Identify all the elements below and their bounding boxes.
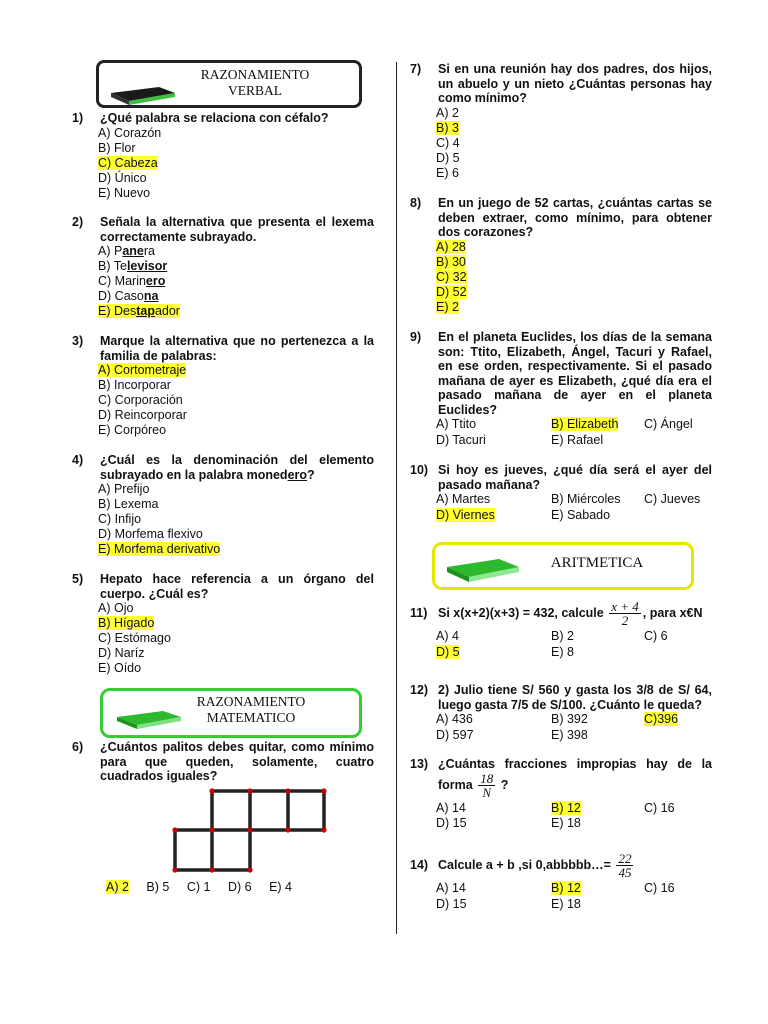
options-grid (410, 492, 712, 523)
option-answer: A) Cortometraje (98, 363, 187, 377)
question-5 (72, 572, 374, 676)
option[interactable]: A) Martes (436, 492, 491, 506)
book-icon (107, 81, 177, 107)
banner-razonamiento-matematico (100, 688, 362, 738)
option[interactable]: A) Panera (98, 244, 155, 258)
book-icon (443, 553, 523, 587)
option[interactable]: C) Ángel (644, 417, 693, 431)
option[interactable]: D) Morfema flexivo (98, 527, 203, 541)
question-number: 2) (72, 215, 84, 229)
option[interactable]: C) 1 (186, 880, 211, 894)
question-text: Hepato hace referencia a un órgano del cuerpo. ¿Cuál es? (100, 572, 374, 601)
option[interactable]: E) 18 (551, 816, 581, 830)
option[interactable]: A) Ttito (436, 417, 477, 431)
options-grid (410, 712, 712, 743)
banner-title: RAZONAMIENTO MATEMATICO (196, 694, 306, 725)
options-grid (410, 629, 712, 660)
option[interactable]: E) 8 (551, 644, 574, 659)
banner-title: ARITMETICA (550, 555, 644, 571)
question-13 (410, 757, 712, 832)
option[interactable]: A) 14 (436, 881, 466, 895)
option[interactable]: B) Miércoles (551, 492, 621, 506)
option[interactable]: B) Incorporar (98, 378, 171, 392)
options-grid (410, 417, 712, 448)
option[interactable]: E) 18 (551, 896, 581, 911)
option[interactable]: D) Reincorporar (98, 408, 187, 422)
question-text: ¿Cuántos palitos debes quitar, como mínimo para que queden, solamente, cuatro cuadrados iguales? (100, 740, 374, 783)
matchstick-figure (172, 788, 332, 878)
option[interactable]: D) 5 (436, 150, 460, 165)
option[interactable]: A) Prefijo (98, 482, 150, 496)
question-8 (410, 196, 712, 315)
option: B) 30 (436, 254, 466, 269)
options-grid (410, 801, 712, 832)
option[interactable]: E) Corpóreo (98, 423, 167, 437)
option: A) 28 (436, 239, 466, 254)
question-6-options (106, 880, 306, 895)
question-text: 2) Julio tiene S/ 560 y gasta los 3/8 de S/ 64, luego gasta 7/5 de S/100. ¿Cuánto le queda? (438, 683, 712, 712)
question-1 (72, 111, 374, 201)
option[interactable]: B) Flor (98, 140, 136, 155)
option[interactable]: E) Oído (98, 661, 142, 675)
option[interactable]: D) Tacuri (436, 432, 486, 447)
option[interactable]: B) Lexema (98, 497, 159, 511)
question-7 (410, 62, 712, 181)
option[interactable]: B) 5 (146, 880, 170, 894)
question-number: 13) (410, 757, 429, 771)
question-text: ¿Cuántas fracciones impropias hay de la forma $\frac{18}{N}$ ? (438, 757, 712, 800)
question-number: 11) (410, 606, 428, 621)
question-text: En un juego de 52 cartas, ¿cuántas cartas se deben extraer, como mínimo, para obtener dos corazones? (438, 196, 712, 239)
question-number: 4) (72, 453, 84, 467)
option[interactable]: C) 16 (644, 881, 675, 895)
option[interactable]: E) Nuevo (98, 185, 151, 200)
question-4 (72, 453, 374, 557)
option-answer: D) Viernes (436, 507, 495, 522)
option[interactable]: A) 4 (436, 629, 459, 643)
option[interactable]: C) Marinero (98, 274, 166, 288)
option[interactable]: C) Corporación (98, 393, 183, 407)
option[interactable]: D) Naríz (98, 646, 145, 660)
question-10 (410, 463, 712, 523)
option-answer: E) Morfema derivativo (98, 542, 221, 556)
fraction: $\frac{22}{45}$ (618, 851, 632, 880)
question-9 (410, 330, 712, 448)
options-grid (410, 881, 712, 912)
column-divider (396, 62, 397, 934)
option-answer: B) 3 (436, 120, 459, 135)
option[interactable]: E) 6 (436, 165, 459, 180)
option[interactable]: D) 6 (227, 880, 252, 894)
option[interactable]: E) Rafael (551, 432, 604, 447)
book-icon (113, 705, 185, 733)
option-answer[interactable]: E) Destapador (98, 304, 180, 318)
option[interactable]: D) Único (98, 170, 147, 185)
option[interactable]: A) Ojo (98, 601, 134, 615)
option-answer: C)396 (644, 712, 679, 726)
fraction: $\frac{18}{N}$ (480, 770, 494, 800)
option[interactable]: B) Televisor (98, 259, 168, 273)
question-number: 1) (72, 111, 84, 125)
option-answer: D) 5 (436, 644, 460, 659)
option[interactable]: C) Infijo (98, 512, 142, 526)
option[interactable]: E) Sabado (551, 507, 611, 522)
option[interactable]: A) Corazón (98, 125, 162, 140)
option-answer: B) 12 (551, 800, 581, 815)
question-number: 9) (410, 330, 422, 344)
option[interactable]: D) 15 (436, 816, 467, 830)
option: C) 32 (436, 269, 467, 284)
question-number: 5) (72, 572, 84, 586)
option[interactable]: A) 436 (436, 712, 473, 726)
option[interactable]: A) 14 (436, 800, 466, 815)
question-number: 10) (410, 463, 429, 477)
fraction: $\frac{x + 4}{2}$ (611, 599, 639, 628)
option[interactable]: C) Estómago (98, 631, 171, 645)
question-text: Marque la alternativa que no pertenezca a la familia de palabras: (100, 334, 374, 363)
question-11 (410, 600, 712, 660)
banner-razonamiento-verbal (96, 60, 362, 108)
option[interactable]: E) 398 (551, 727, 588, 742)
question-text: Si hoy es jueves, ¿qué día será el ayer del pasado mañana? (438, 463, 712, 492)
option-answer: B) 12 (551, 881, 581, 895)
option[interactable]: A) 2 (436, 105, 459, 120)
option-answer: B) Elizabeth (551, 417, 619, 431)
option[interactable]: D) 15 (436, 896, 467, 911)
option[interactable]: B) 2 (551, 629, 574, 643)
question-number: 6) (72, 740, 84, 754)
option[interactable]: C) Jueves (644, 492, 701, 506)
option: D) 52 (436, 284, 467, 299)
question-text: Si en una reunión hay dos padres, dos hijos, un abuelo y un nieto ¿Cuántas personas hay como mínimo? (438, 62, 712, 105)
question-number: 14) (410, 858, 429, 873)
option-answer[interactable]: A) 2 (106, 880, 129, 894)
option[interactable]: D) Casona (98, 289, 159, 303)
question-3 (72, 334, 374, 438)
option[interactable]: E) 4 (269, 880, 292, 894)
question-6 (72, 740, 374, 784)
question-number: 3) (72, 334, 84, 348)
question-number: 8) (410, 196, 422, 210)
option[interactable]: D) 597 (436, 727, 474, 742)
question-text: ¿Qué palabra se relaciona con céfalo? (100, 111, 329, 125)
question-12 (410, 683, 712, 743)
question-text: En el planeta Euclides, los días de la semana son: Ttito, Elizabeth, Ángel, Tacuri y Rafael, en ese orden, respectivamente. Si el pasado mañana de ayer es Elizabeth, ¿qué día era el pasado mañana de ayer en el planeta Euclides? (438, 330, 712, 417)
question-text: ¿Cuál es la denominación del elemento subrayado en la palabra monedero? (100, 453, 374, 482)
option[interactable]: C) 4 (436, 135, 460, 150)
question-number: 7) (410, 62, 422, 76)
question-text: Señala la alternativa que presenta el lexema correctamente subrayado. (100, 215, 374, 244)
question-number: 12) (410, 683, 429, 697)
option[interactable]: B) 392 (551, 712, 588, 726)
question-text: Si x(x+2)(x+3) = 432, calcule $\frac{x + 4}{2}$ , para x€N (438, 599, 703, 628)
option[interactable]: C) 16 (644, 800, 675, 815)
option[interactable]: C) 6 (644, 629, 668, 643)
option: E) 2 (436, 299, 459, 314)
banner-title: RAZONAMIENTO VERBAL (200, 67, 310, 98)
question-2 (72, 215, 374, 319)
banner-aritmetica (432, 542, 694, 590)
option-answer: C) Cabeza (98, 155, 158, 170)
option-answer: B) Hígado (98, 616, 155, 630)
question-14 (410, 852, 712, 912)
question-text: Calcule a + b ,si 0,abbbbb…= $\frac{22}{45}$ (438, 851, 632, 880)
